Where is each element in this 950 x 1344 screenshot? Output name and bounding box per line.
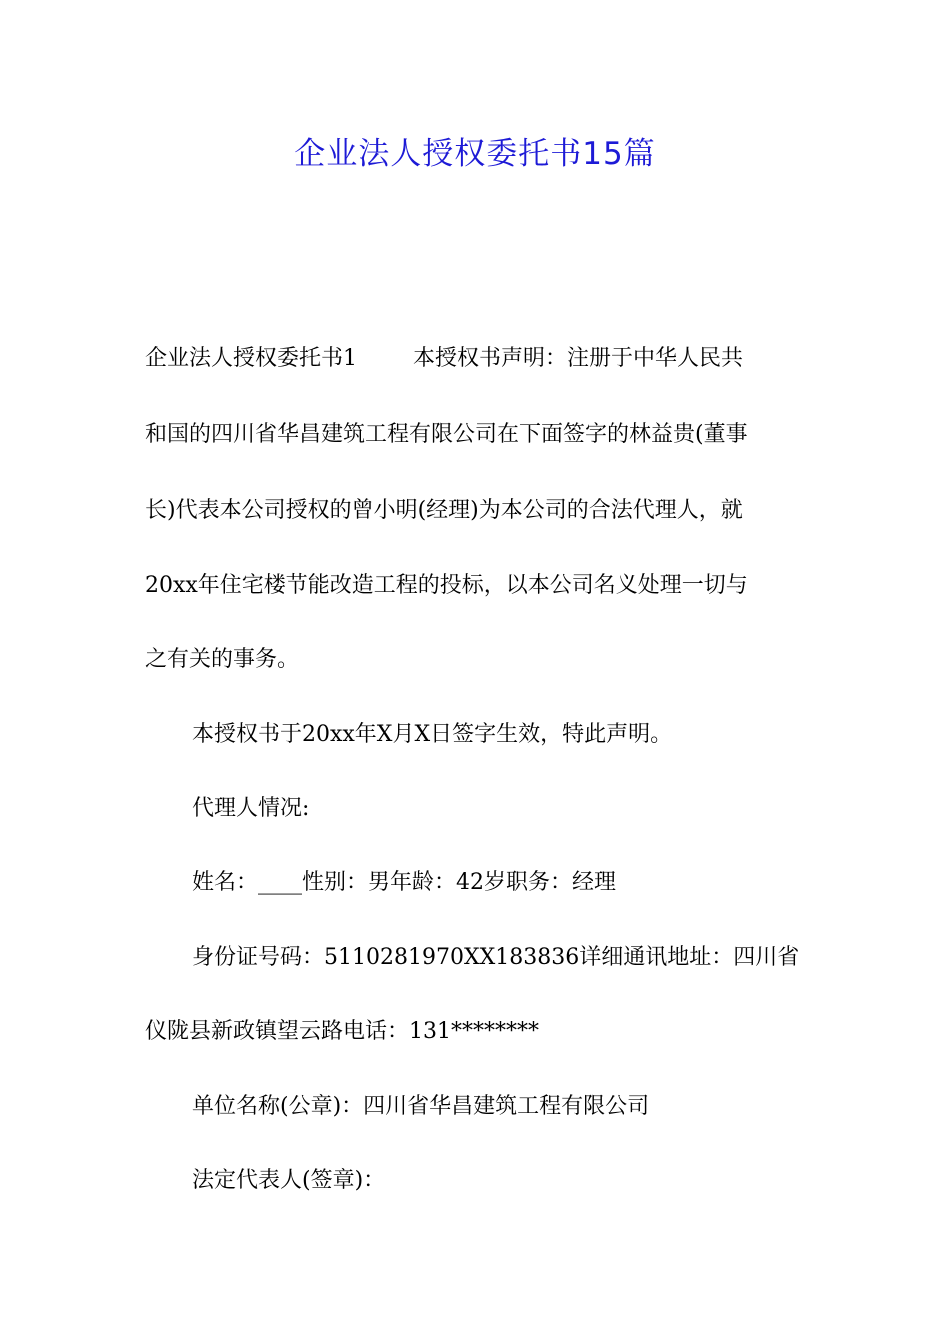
agent-info-heading: 代理人情况:: [192, 796, 310, 821]
paragraph-1-line-4: 20xx年住宅楼节能改造工程的投标，以本公司名义处理一切与: [145, 573, 748, 598]
paragraph-1-line-1: [145, 345, 845, 373]
effective-date-statement: 本授权书于20xx年X月X日签字生效，特此声明。: [192, 722, 673, 747]
agent-id-address-line-2: 仪陇县新政镇望云路电话：131********: [145, 1019, 539, 1044]
declaration-start: 本授权书声明：注册于中华人民共: [413, 346, 744, 371]
document-title: 企业法人授权委托书15篇: [294, 136, 656, 172]
paragraph-1-line-5: 之有关的事务。: [145, 647, 300, 672]
company-name-seal: 单位名称(公章)：四川省华昌建筑工程有限公司: [192, 1094, 650, 1119]
paragraph-1-line-3: 长)代表本公司授权的曾小明(经理)为本公司的合法代理人，就: [145, 498, 743, 523]
agent-id-address-line-1: 身份证号码：5110281970XX183836详细通讯地址：四川省: [192, 945, 800, 970]
legal-representative-signature: 法定代表人(签章)：: [192, 1168, 386, 1193]
section-heading: 企业法人授权委托书1: [145, 346, 357, 371]
paragraph-1-line-2: 和国的四川省华昌建筑工程有限公司在下面签字的林益贵(董事: [145, 422, 748, 447]
agent-basic-info: 姓名：____性别：男年龄：42岁职务：经理: [192, 870, 616, 895]
